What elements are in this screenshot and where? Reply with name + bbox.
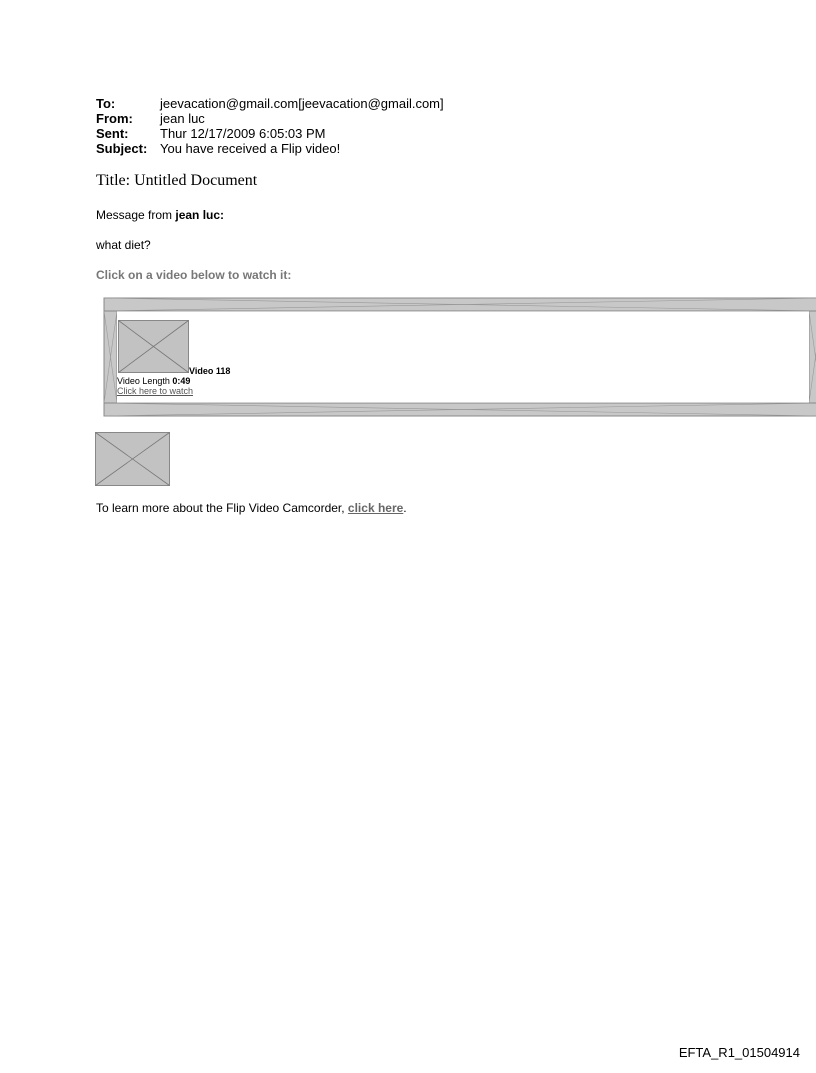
sent-row <box>96 126 444 141</box>
watch-video-link[interactable]: Click here to watch <box>117 386 194 396</box>
video-length-label: Video Length <box>117 376 173 386</box>
camcorder-image-placeholder <box>95 432 170 486</box>
subject-label: Subject: <box>96 141 148 156</box>
video-length-value: 0:49 <box>172 376 191 386</box>
to-value: jeevacation@gmail.com[jeevacation@gmail.com] <box>160 96 444 111</box>
message-prefix: Message from <box>96 208 176 222</box>
video-length <box>117 376 190 386</box>
email-header <box>96 96 444 156</box>
sent-value: Thur 12/17/2009 6:05:03 PM <box>160 126 326 141</box>
video-banner-frame <box>103 297 816 418</box>
sent-label: Sent: <box>96 126 129 141</box>
from-label: From: <box>96 111 133 126</box>
to-label: To: <box>96 96 116 111</box>
video-thumbnail-placeholder[interactable] <box>118 320 189 373</box>
subject-value: You have received a Flip video! <box>160 141 341 156</box>
message-line <box>96 208 224 222</box>
learn-more-prefix: To learn more about the Flip Video Camcorder, <box>96 501 348 515</box>
video-title: Video 118 <box>189 366 231 376</box>
document-title: Title: Untitled Document <box>96 172 258 189</box>
watch-instruction: Click on a video below to watch it: <box>96 268 292 282</box>
learn-more-link[interactable]: click here <box>347 501 404 515</box>
learn-more-suffix: . <box>403 501 407 515</box>
subject-row <box>96 141 444 156</box>
message-sender: jean luc: <box>175 208 225 222</box>
to-row <box>96 96 444 111</box>
from-value: jean luc <box>160 111 205 126</box>
from-row <box>96 111 444 126</box>
learn-more-line <box>96 501 407 515</box>
document-id: EFTA_R1_01504914 <box>678 1045 800 1060</box>
message-text: what diet? <box>96 238 151 252</box>
